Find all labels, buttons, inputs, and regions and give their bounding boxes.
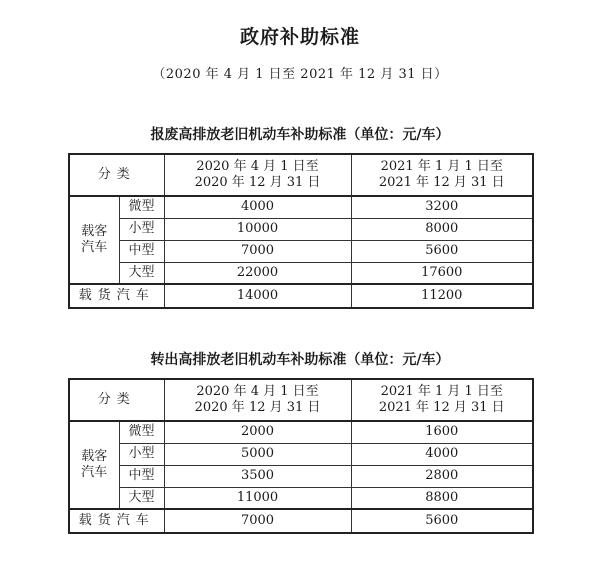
table-row bbox=[69, 487, 533, 509]
period-2021-end: 2021 年 12 月 31 日 bbox=[378, 175, 505, 190]
subsidy-2021: 17600 bbox=[351, 262, 533, 284]
subsidy-2020: 10000 bbox=[164, 218, 351, 240]
vehicle-type: 中型 bbox=[119, 465, 164, 487]
vehicle-type: 微型 bbox=[119, 196, 164, 218]
passenger-car-group-label bbox=[69, 421, 119, 509]
category-header: 分类 bbox=[69, 379, 164, 421]
subsidy-2020: 7000 bbox=[164, 240, 351, 262]
truck-label: 载货汽车 bbox=[69, 284, 164, 308]
scrap-table-heading: 报废高排放老旧机动车补助标准（单位：元/车） bbox=[150, 127, 450, 143]
period-header-2020 bbox=[164, 379, 351, 421]
period-header-2020 bbox=[164, 154, 351, 196]
vehicle-type: 小型 bbox=[119, 443, 164, 465]
table-row bbox=[69, 284, 533, 308]
subsidy-2020: 7000 bbox=[164, 509, 351, 533]
document-title: 政府补助标准 bbox=[239, 26, 360, 48]
table-row bbox=[69, 443, 533, 465]
scrap-subsidy-table bbox=[68, 153, 534, 309]
subsidy-2020: 4000 bbox=[164, 196, 351, 218]
subsidy-2020: 11000 bbox=[164, 487, 351, 509]
subsidy-2021: 5600 bbox=[351, 509, 533, 533]
transfer-subsidy-table bbox=[68, 378, 534, 534]
subsidy-2020: 5000 bbox=[164, 443, 351, 465]
table-row bbox=[69, 196, 533, 218]
document-period: （2020 年 4 月 1 日至 2021 年 12 月 31 日） bbox=[152, 67, 448, 82]
subsidy-2021: 8800 bbox=[351, 487, 533, 509]
period-2021-start: 2021 年 1 月 1 日至 bbox=[380, 384, 503, 399]
subsidy-2020: 14000 bbox=[164, 284, 351, 308]
subsidy-2021: 8000 bbox=[351, 218, 533, 240]
category-header: 分类 bbox=[69, 154, 164, 196]
subsidy-2021: 4000 bbox=[351, 443, 533, 465]
table-row bbox=[69, 218, 533, 240]
group-label-line1: 载客 bbox=[81, 449, 108, 464]
subsidy-2021: 1600 bbox=[351, 421, 533, 443]
vehicle-type: 中型 bbox=[119, 240, 164, 262]
period-2021-start: 2021 年 1 月 1 日至 bbox=[380, 159, 503, 174]
group-label-line2: 汽车 bbox=[81, 465, 108, 480]
period-2020-start: 2020 年 4 月 1 日至 bbox=[196, 159, 319, 174]
period-header-2021 bbox=[351, 154, 533, 196]
subsidy-2020: 3500 bbox=[164, 465, 351, 487]
group-label-line2: 汽车 bbox=[81, 240, 108, 255]
group-label-line1: 载客 bbox=[81, 224, 108, 239]
vehicle-type: 微型 bbox=[119, 421, 164, 443]
table-header-row bbox=[69, 154, 533, 196]
period-2020-end: 2020 年 12 月 31 日 bbox=[194, 175, 321, 190]
table-row bbox=[69, 509, 533, 533]
subsidy-2021: 5600 bbox=[351, 240, 533, 262]
subsidy-2020: 22000 bbox=[164, 262, 351, 284]
period-2020-start: 2020 年 4 月 1 日至 bbox=[196, 384, 319, 399]
truck-label: 载货汽车 bbox=[69, 509, 164, 533]
passenger-car-group-label bbox=[69, 196, 119, 284]
subsidy-2021: 2800 bbox=[351, 465, 533, 487]
vehicle-type: 小型 bbox=[119, 218, 164, 240]
subsidy-2020: 2000 bbox=[164, 421, 351, 443]
table-row bbox=[69, 240, 533, 262]
period-2020-end: 2020 年 12 月 31 日 bbox=[194, 400, 321, 415]
vehicle-type: 大型 bbox=[119, 262, 164, 284]
period-2021-end: 2021 年 12 月 31 日 bbox=[378, 400, 505, 415]
period-header-2021 bbox=[351, 379, 533, 421]
vehicle-type: 大型 bbox=[119, 487, 164, 509]
table-row bbox=[69, 421, 533, 443]
subsidy-2021: 11200 bbox=[351, 284, 533, 308]
table-header-row bbox=[69, 379, 533, 421]
transfer-table-heading: 转出高排放老旧机动车补助标准（单位：元/车） bbox=[150, 352, 450, 368]
subsidy-2021: 3200 bbox=[351, 196, 533, 218]
table-row bbox=[69, 465, 533, 487]
table-row bbox=[69, 262, 533, 284]
